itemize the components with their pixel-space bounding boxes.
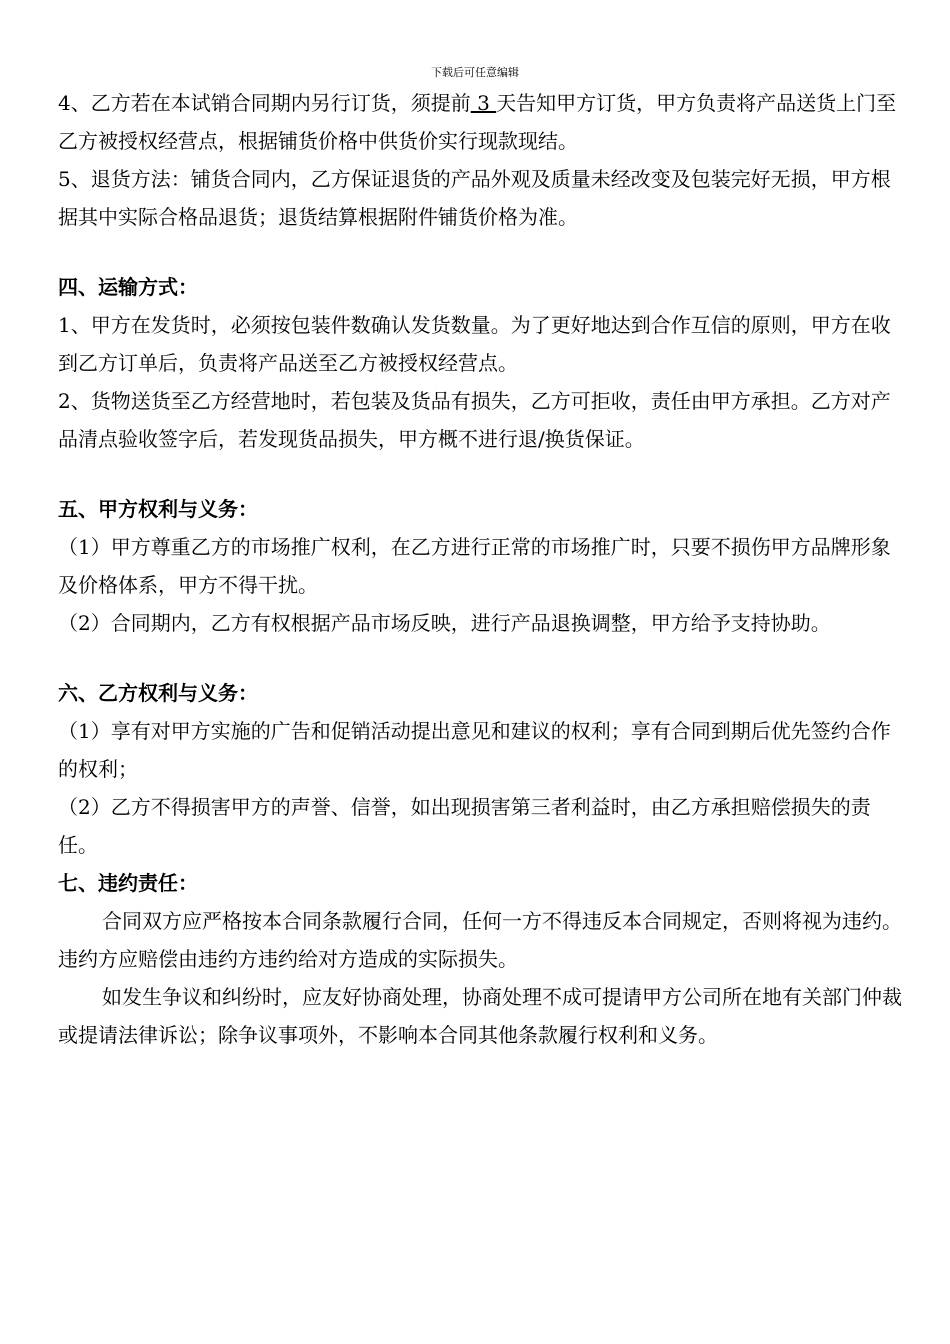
section-7-title: 七、违约责任： xyxy=(58,871,198,895)
section-6-title: 六、乙方权利与义务： xyxy=(58,681,258,705)
section-4-clause-1: 1、甲方在发货时，必须按包装件数确认发货数量。为了更好地达到合作互信的原则，甲方在收到乙方订单后，负责将产品送至乙方被授权经营点。 xyxy=(58,313,891,375)
section-6-clause-2: （2）乙方不得损害甲方的声誉、信誉，如出现损害第三者利益时，由乙方承担赔偿损失的责任。 xyxy=(58,795,871,857)
document-body xyxy=(58,84,908,1054)
section-5-clause-2: （2）合同期内，乙方有权根据产品市场反映，进行产品退换调整，甲方给予支持协助。 xyxy=(58,611,831,635)
clause-4-text-post: 天告知甲方订货，甲方负责将产品送货上门至乙方被授权经营点，根据铺货价格中供货价实行现款现结。 xyxy=(58,91,897,153)
clause-4-text-pre: 4、乙方若在本试销合同期内另行订货，须提前 xyxy=(58,91,471,115)
clause-4-reorder xyxy=(58,84,908,160)
section-7-paragraph-1: 合同双方应严格按本合同条款履行合同，任何一方不得违反本合同规定，否则将视为违约。违约方应赔偿由违约方违约给对方造成的实际损失。 xyxy=(58,909,902,971)
section-5-clause-1: （1）甲方尊重乙方的市场推广权利，在乙方进行正常的市场推广时，只要不损伤甲方品牌形象及价格体系，甲方不得干扰。 xyxy=(58,535,891,597)
section-7-paragraph-2: 如发生争议和纠纷时，应友好协商处理，协商处理不成可提请甲方公司所在地有关部门仲裁或提请法律诉讼；除争议事项外，不影响本合同其他条款履行权利和义务。 xyxy=(58,985,902,1047)
header-note: 下载后可任意编辑 xyxy=(431,66,519,79)
section-4-clause-2: 2、货物送货至乙方经营地时，若包装及货品有损失，乙方可拒收，责任由甲方承担。乙方对产品清点验收签字后，若发现货品损失，甲方概不进行退/换货保证。 xyxy=(58,389,891,451)
section-6-clause-1: （1）享有对甲方实施的广告和促销活动提出意见和建议的权利；享有合同到期后优先签约合作的权利； xyxy=(58,719,891,781)
notice-days: 3 xyxy=(470,91,497,115)
section-5-title: 五、甲方权利与义务： xyxy=(58,497,258,521)
clause-5-returns: 5、退货方法：铺货合同内，乙方保证退货的产品外观及质量未经改变及包装完好无损，甲方根据其中实际合格品退货；退货结算根据附件铺货价格为准。 xyxy=(58,167,891,229)
section-4-title: 四、运输方式： xyxy=(58,275,198,299)
